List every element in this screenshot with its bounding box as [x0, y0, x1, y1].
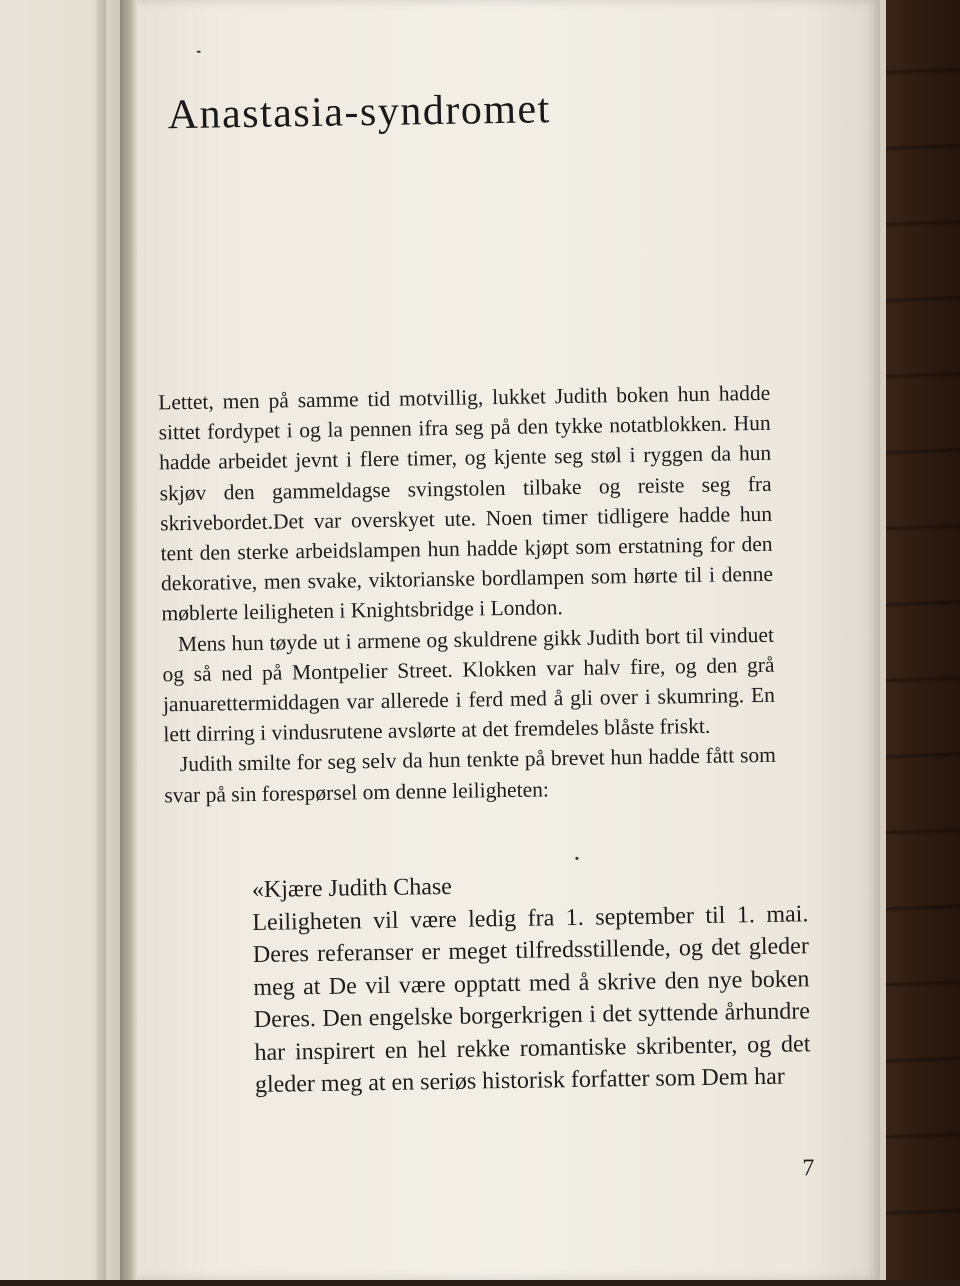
body-text: [158, 378, 777, 810]
page-number: 7: [802, 1155, 815, 1182]
ink-speck: [197, 51, 201, 53]
left-page-edge: [96, 0, 106, 1280]
book-page: [132, 0, 880, 1280]
paragraph-1: Lettet, men på samme tid motvillig, lukket Judith boken hun hadde sittet fordypet i og la pennen ifra seg på den tykke notatblokken. Hun hadde arbeidet jevnt i flere timer, og kjente seg støl i ryggen da hun skjøv den gammeldagse svingstolen tilbake og reiste seg fra skrivebordet.Det var overskyet ute. Noen timer tidligere hadde hun tent den sterke arbeidslampen hun hadde kjøpt som erstatning for den dekorative, men svake, viktorianske bordlampen som hørte til i denne møblerte leiligheten i Knightsbridge i London.: [158, 380, 774, 626]
quoted-letter: [252, 865, 812, 1101]
letter-text: Leiligheten vil være ledig fra 1. september til 1. mai. Deres referanser er meget tilfredsstillende, og det gleder meg at De vil være opptatt med å skrive den nye boken Deres. Den engelske borgerkrigen i det syttende århundre har inspirert en hel rekke romantiske skribenter, og det gleder meg at en seriøs historisk forfatter som Dem har: [252, 900, 811, 1098]
ink-speck: [575, 857, 578, 860]
letter-salutation: «Kjære Judith Chase: [251, 873, 453, 904]
table-background: [880, 0, 960, 1280]
paragraph-3: Judith smilte for seg selv da hun tenkte på brevet hun hadde fått som svar på sin forespørsel om denne leiligheten:: [164, 743, 777, 808]
page-content: [122, 0, 890, 1286]
chapter-title: Anastasia-syndromet: [167, 86, 552, 139]
book-gutter: [120, 0, 138, 1280]
left-facing-page: [0, 0, 128, 1280]
paragraph-2: Mens hun tøyde ut i armene og skuldrene gikk Judith bort til vinduet og så ned på Montpelier Street. Klokken var halv fire, og den grå januarettermiddagen var allerede i ferd med å gli over i skumring. En lett dirring i vindusrutene avslørte at det fremdeles blåste friskt.: [162, 622, 776, 747]
